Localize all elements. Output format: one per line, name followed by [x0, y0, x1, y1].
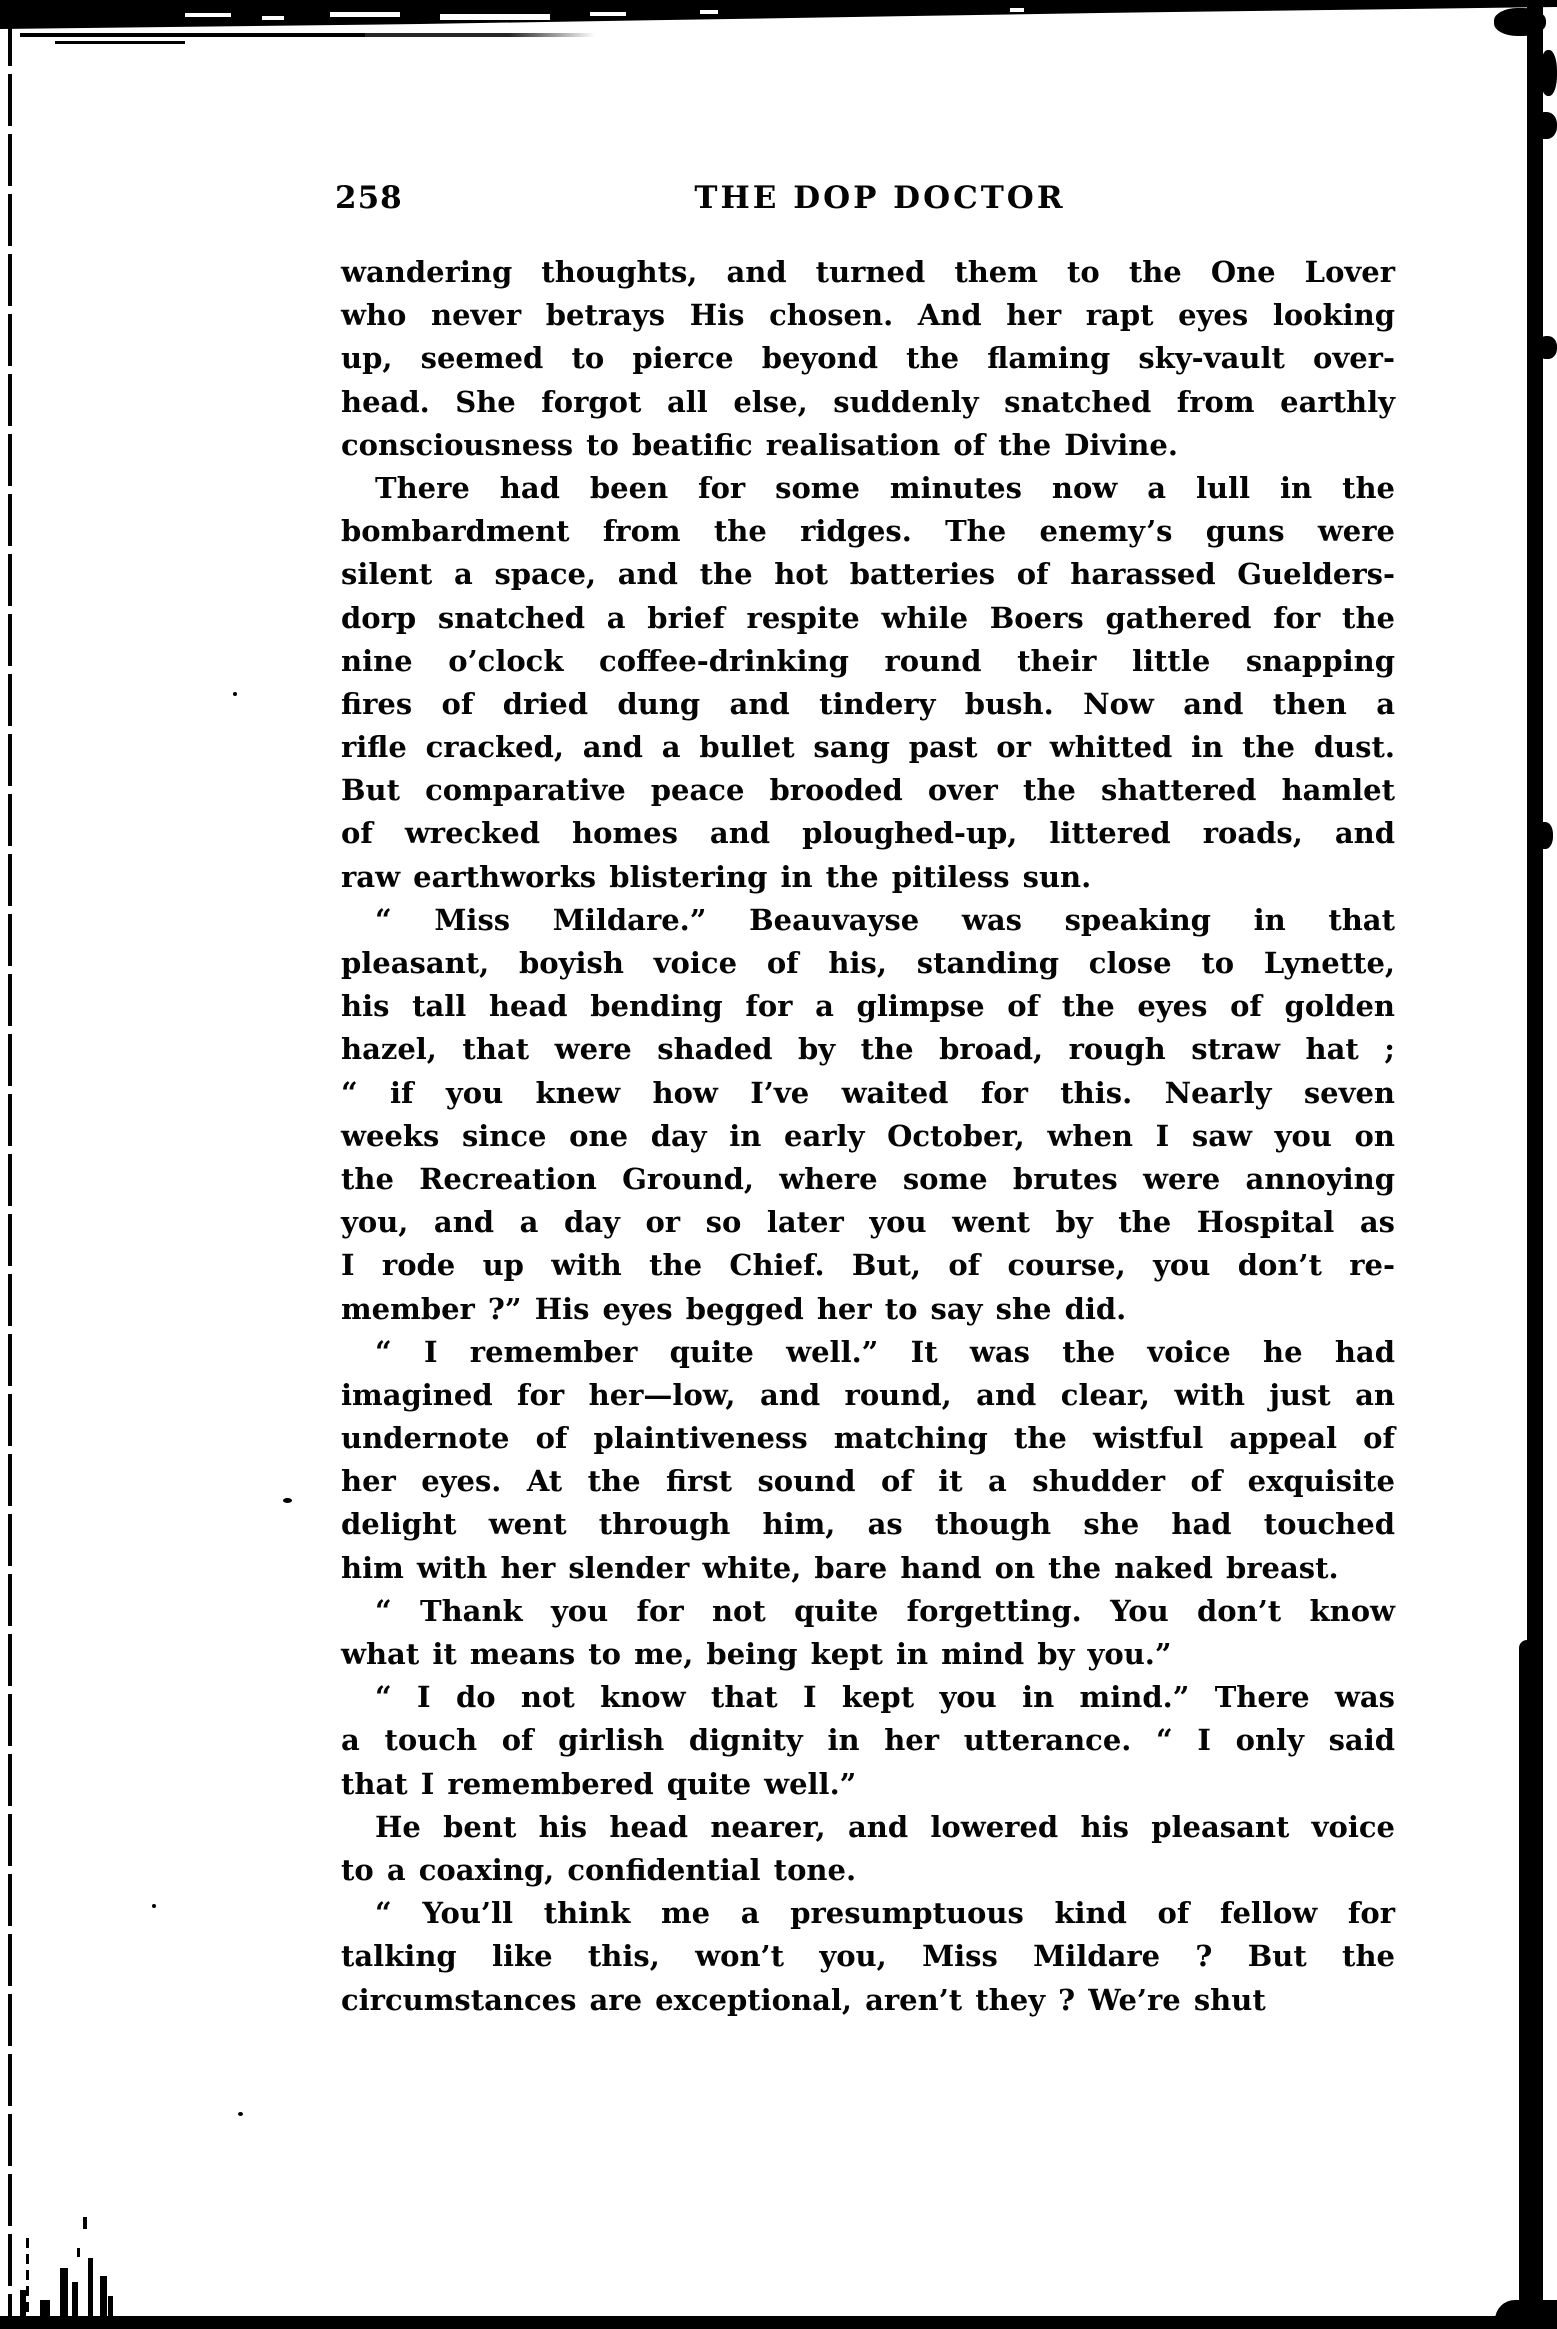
scan-blot	[1537, 336, 1557, 359]
scan-edge-top-line	[55, 41, 185, 44]
text-line: him with her slender white, bare hand on the naked breast.	[341, 1550, 1339, 1585]
scan-blot	[1540, 50, 1557, 96]
scan-streak	[88, 2258, 93, 2318]
text-line: consciousness to beatific realisation of the Divine.	[341, 427, 1178, 462]
scan-edge-bottom	[0, 2316, 1557, 2329]
scan-speck	[152, 1904, 156, 1908]
scan-edge-bottom	[1495, 2300, 1557, 2329]
text-line: who never betrays His chosen. And her rapt eyes looking	[341, 298, 1395, 333]
scan-blot	[1536, 822, 1553, 849]
scan-speck	[185, 13, 231, 17]
page-text	[341, 251, 1395, 2022]
running-title: THE DOP DOCTOR	[694, 180, 1066, 216]
scan-speck	[238, 2112, 243, 2116]
text-line: circumstances are exceptional, aren’t they ? We’re shut	[341, 1982, 1266, 2017]
text-line: to a coaxing, confidential tone.	[341, 1852, 857, 1887]
text-line: But comparative peace brooded over the shattered hamlet	[341, 773, 1395, 808]
text-line: fires of dried dung and tindery bush. Now and then a	[341, 686, 1395, 721]
text-line: up, seemed to pierce beyond the flaming sky-vault over-	[341, 341, 1395, 376]
scan-edge-right	[1519, 1640, 1533, 2329]
text-line: imagined for her—low, and round, and clear, with just an	[341, 1377, 1395, 1412]
text-line: dorp snatched a brief respite while Boers gathered for the	[341, 600, 1395, 635]
scan-streak	[77, 2248, 80, 2257]
text-line: her eyes. At the first sound of it a shudder of exquisite	[341, 1464, 1395, 1499]
text-line: that I remembered quite well.”	[341, 1766, 857, 1801]
scan-edge-top	[0, 0, 1557, 30]
scan-streak	[72, 2282, 78, 2318]
text-line: bombardment from the ridges. The enemy’s guns were	[341, 514, 1395, 549]
text-line: delight went through him, as though she had touched	[341, 1507, 1395, 1542]
scan-edge-top-line	[20, 33, 595, 37]
text-line: member ?” His eyes begged her to say she did.	[341, 1291, 1127, 1326]
scan-streak	[108, 2296, 113, 2318]
text-line: hazel, that were shaded by the broad, rough straw hat ;	[341, 1032, 1395, 1067]
text-line: a touch of girlish dignity in her utterance. “ I only said	[341, 1723, 1395, 1758]
scan-edge-left-dash	[26, 2238, 29, 2316]
text-line: nine o’clock coffee-drinking round their little snapping	[341, 643, 1395, 678]
text-line: “ I remember quite well.” It was the voice he had	[375, 1334, 1395, 1369]
text-line: I rode up with the Chief. But, of course, you don’t re-	[341, 1248, 1395, 1283]
scan-streak	[60, 2268, 68, 2318]
scan-streak	[20, 2290, 26, 2318]
scan-speck	[590, 12, 626, 16]
scan-speck	[1010, 8, 1024, 12]
text-line: “ Thank you for not quite forgetting. You don’t know	[375, 1593, 1395, 1628]
text-line: of wrecked homes and ploughed-up, littered roads, and	[341, 816, 1395, 851]
text-line: rifle cracked, and a bullet sang past or whitted in the dust.	[341, 730, 1395, 765]
text-line: talking like this, won’t you, Miss Mildare ? But the	[341, 1939, 1395, 1974]
scan-blot	[1494, 8, 1546, 36]
scan-speck	[233, 692, 237, 696]
text-line: pleasant, boyish voice of his, standing close to Lynette,	[341, 946, 1395, 980]
text-line: weeks since one day in early October, when I saw you on	[341, 1118, 1395, 1153]
scan-speck	[330, 12, 400, 17]
text-line: you, and a day or so later you went by the Hospital as	[341, 1205, 1395, 1240]
text-line: There had been for some minutes now a lull in the	[375, 470, 1395, 505]
page-number: 258	[335, 180, 403, 216]
text-line: what it means to me, being kept in mind by you.”	[341, 1637, 1172, 1671]
text-line: “ You’ll think me a presumptuous kind of fellow for	[375, 1896, 1395, 1931]
scan-blot	[1534, 112, 1557, 139]
text-line: wandering thoughts, and turned them to the One Lover	[341, 255, 1395, 289]
text-line: He bent his head nearer, and lowered his pleasant voice	[375, 1809, 1395, 1844]
scan-speck	[262, 16, 284, 20]
text-line: the Recreation Ground, where some brutes were annoying	[341, 1161, 1395, 1196]
page-content	[335, 178, 1395, 2022]
text-line: “ if you knew how I’ve waited for this. Nearly seven	[341, 1075, 1395, 1110]
text-line: head. She forgot all else, suddenly snatched from earthly	[341, 384, 1395, 419]
scan-speck	[440, 14, 550, 20]
scan-speck	[283, 1498, 292, 1503]
text-line: raw earthworks blistering in the pitiless sun.	[341, 859, 1092, 894]
scan-speck	[700, 10, 718, 14]
scan-streak	[83, 2217, 87, 2229]
text-line: his tall head bending for a glimpse of the eyes of golden	[341, 989, 1395, 1024]
text-line: “ I do not know that I kept you in mind.” There was	[375, 1680, 1395, 1715]
scan-streak	[40, 2300, 50, 2318]
page-header	[335, 178, 1395, 218]
scan-edge-left	[8, 14, 12, 2316]
text-line: “ Miss Mildare.” Beauvayse was speaking in that	[375, 902, 1395, 937]
scan-streak	[100, 2276, 107, 2318]
text-line: undernote of plaintiveness matching the wistful appeal of	[341, 1421, 1395, 1456]
text-line: silent a space, and the hot batteries of harassed Guelders-	[341, 557, 1395, 592]
